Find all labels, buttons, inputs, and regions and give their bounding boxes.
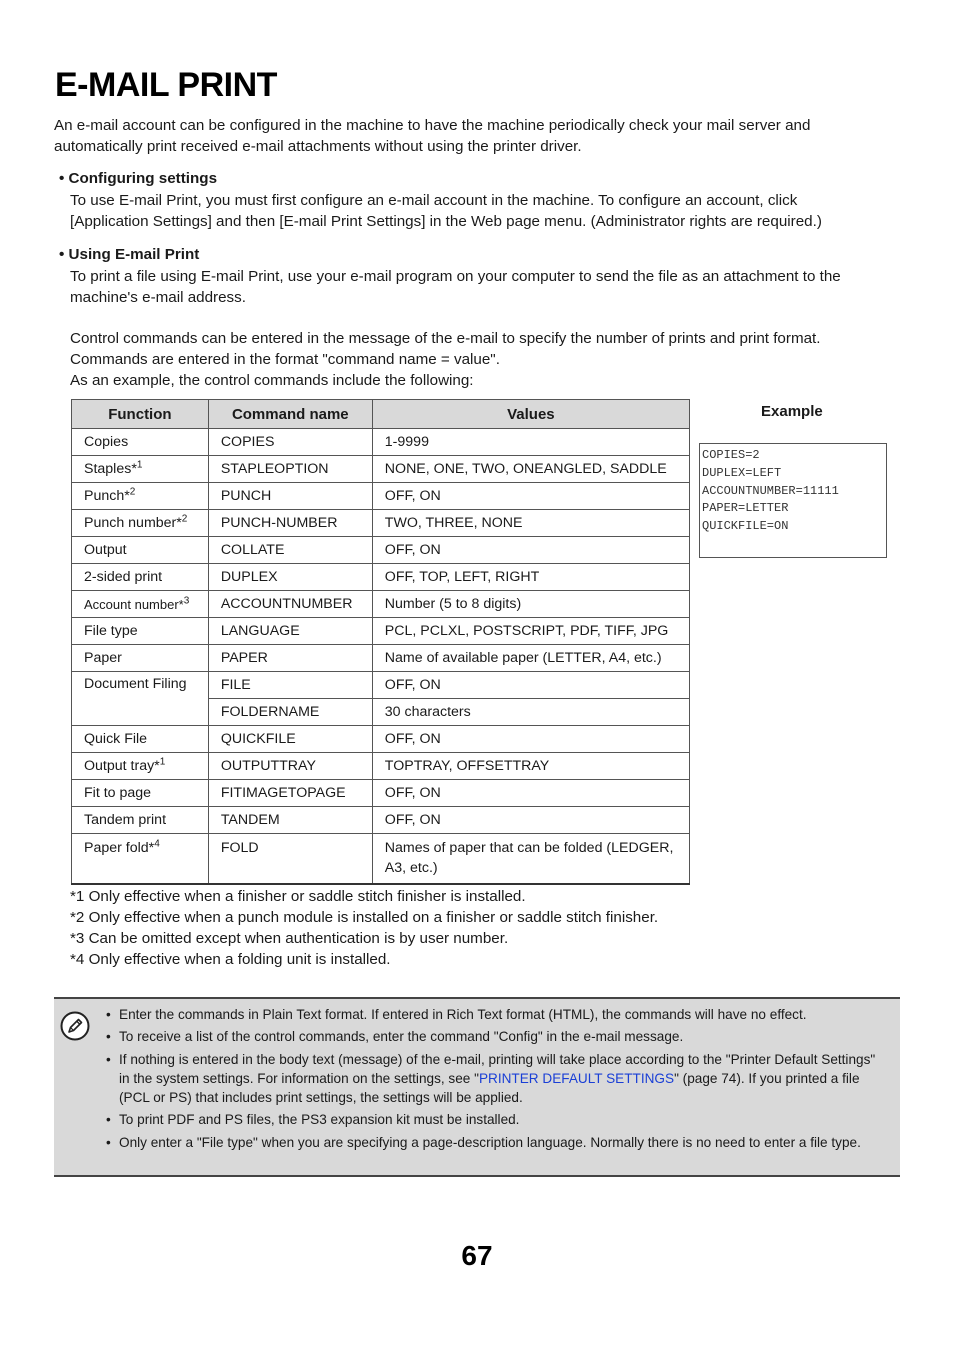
table-row <box>72 564 690 591</box>
command-cell: COPIES <box>208 429 372 456</box>
configuring-line: [Application Settings] and then [E-mail Print Settings] in the Web page menu. (Administrator rights are required.) <box>70 213 822 230</box>
footnote-ref: 4 <box>154 838 160 850</box>
function-cell: Staples*$^1$ <box>72 456 209 483</box>
values-cell: Number (5 to 8 digits) <box>372 591 689 618</box>
function-cell: Output tray*$^1$ <box>72 753 209 780</box>
table-row <box>72 483 690 510</box>
configuring-heading: • Configuring settings <box>59 170 218 187</box>
intro-line: automatically print received e-mail attachments without using the printer driver. <box>54 138 582 155</box>
function-cell: Copies <box>72 429 209 456</box>
command-cell: FILE <box>208 672 372 699</box>
command-cell: DUPLEX <box>208 564 372 591</box>
table-row <box>72 834 690 885</box>
table-row <box>72 591 690 618</box>
control-line: Commands are entered in the format "command name = value". <box>70 351 500 368</box>
control-line: Control commands can be entered in the message of the e-mail to specify the number of prints and print format. <box>70 330 821 347</box>
table-row <box>72 618 690 645</box>
example-line: COPIES=2 <box>702 448 760 462</box>
footnote-ref: 2 <box>181 513 188 525</box>
values-cell: OFF, ON <box>372 807 689 834</box>
values-cell: OFF, ON <box>372 537 689 564</box>
example-line: PAPER=LETTER <box>702 501 789 516</box>
values-cell: 30 characters <box>372 699 689 726</box>
function-cell: Fit to page <box>72 780 209 807</box>
page-title: E-MAIL PRINT <box>55 66 277 104</box>
function-cell: Quick File <box>72 726 209 753</box>
command-table <box>71 399 690 885</box>
values-cell: NONE, ONE, TWO, ONEANGLED, SADDLE <box>372 456 689 483</box>
note-item: • Enter the commands in Plain Text format. If entered in Rich Text format (HTML), the commands will have no effect. <box>106 1005 886 1024</box>
table-row <box>72 537 690 564</box>
command-cell: FOLDERNAME <box>208 699 372 726</box>
control-line: As an example, the control commands include the following: <box>70 372 474 389</box>
command-cell: COLLATE <box>208 537 372 564</box>
note-item: • Only enter a "File type" when you are specifying a page-description language. Normally there is no need to enter a file type. <box>106 1133 886 1152</box>
command-cell: FOLD <box>208 834 372 885</box>
command-cell: TANDEM <box>208 807 372 834</box>
values-cell: OFF, ON <box>372 672 689 699</box>
table-row <box>72 726 690 753</box>
header-command-name: Command name <box>208 400 372 429</box>
function-cell: Account number*$^3$ <box>72 591 209 618</box>
configuring-body <box>70 190 900 232</box>
footnote-ref: 1 <box>159 756 166 768</box>
footnote: *3 Can be omitted except when authentication is by user number. <box>70 930 509 947</box>
intro-paragraph <box>54 115 810 157</box>
values-cell: 1-9999 <box>372 429 689 456</box>
function-cell: Punch*$^2$ <box>72 483 209 510</box>
footnote: *4 Only effective when a folding unit is installed. <box>70 951 391 968</box>
note-item: • To print PDF and PS files, the PS3 expansion kit must be installed. <box>106 1110 886 1129</box>
using-line: machine's e-mail address. <box>70 289 246 306</box>
command-cell: PAPER <box>208 645 372 672</box>
footnote-ref: 2 <box>129 486 136 498</box>
command-cell: OUTPUTTRAY <box>208 753 372 780</box>
values-cell: PCL, PCLXL, POSTSCRIPT, PDF, TIFF, JPG <box>372 618 689 645</box>
values-cell: TWO, THREE, NONE <box>372 510 689 537</box>
using-line: To print a file using E-mail Print, use your e-mail program on your computer to send the file as an attachment to the <box>70 268 841 285</box>
table-header-row <box>72 400 690 429</box>
footnote-ref: 1 <box>136 459 143 471</box>
printer-default-settings-link[interactable]: PRINTER DEFAULT SETTINGS <box>478 1070 675 1086</box>
command-cell: STAPLEOPTION <box>208 456 372 483</box>
table-row <box>72 807 690 834</box>
function-cell: Tandem print <box>72 807 209 834</box>
footnote: *2 Only effective when a punch module is installed on a finisher or saddle stitch finisher. <box>70 909 659 926</box>
command-cell: PUNCH <box>208 483 372 510</box>
function-cell: File type <box>72 618 209 645</box>
footnote-ref: 3 <box>183 595 190 607</box>
values-cell: OFF, ON <box>372 780 689 807</box>
note-item: • To receive a list of the control commands, enter the command "Config" in the e-mail message. <box>106 1027 886 1046</box>
note-box <box>54 997 900 1177</box>
using-heading: • Using E-mail Print <box>59 246 200 263</box>
example-label: Example <box>761 403 823 420</box>
header-values: Values <box>372 400 689 429</box>
command-cell: ACCOUNTNUMBER <box>208 591 372 618</box>
table-row <box>72 672 690 699</box>
table-row <box>72 456 690 483</box>
example-box <box>699 443 887 558</box>
values-cell: OFF, TOP, LEFT, RIGHT <box>372 564 689 591</box>
function-cell: Paper <box>72 645 209 672</box>
pencil-note-icon <box>60 1011 90 1041</box>
command-cell: LANGUAGE <box>208 618 372 645</box>
table-row <box>72 645 690 672</box>
footnote: *1 Only effective when a finisher or saddle stitch finisher is installed. <box>70 888 526 905</box>
example-line: QUICKFILE=ON <box>702 519 789 534</box>
values-cell: Names of paper that can be folded (LEDGER, A3, etc.) <box>372 834 689 885</box>
table-row <box>72 510 690 537</box>
note-item: • If nothing is entered in the body text (message) of the e-mail, printing will take place according to the "Printer Default Settings" in the system settings. For information on the settings, see "PRINTER DEFAULT SETTINGS" (page 74). If you printed a file (PCL or PS) that includes print settings, the settings will be applied. <box>106 1050 886 1108</box>
example-line: DUPLEX=LEFT <box>702 465 782 480</box>
note-list <box>106 1005 886 1155</box>
example-line: ACCOUNTNUMBER=11111 <box>702 483 839 498</box>
footnotes <box>70 886 658 970</box>
function-cell: Punch number*$^2$ <box>72 510 209 537</box>
function-cell: Paper fold*$^4$ <box>72 834 209 885</box>
command-cell: FITIMAGETOPAGE <box>208 780 372 807</box>
values-cell: Name of available paper (LETTER, A4, etc.) <box>372 645 689 672</box>
function-cell: 2-sided print <box>72 564 209 591</box>
page-number: 67 <box>461 1240 493 1271</box>
table-row <box>72 780 690 807</box>
values-cell: TOPTRAY, OFFSETTRAY <box>372 753 689 780</box>
control-commands-body <box>70 328 900 391</box>
intro-line: An e-mail account can be configured in the machine to have the machine periodically check your mail server and <box>54 117 811 134</box>
header-function: Function <box>72 400 209 429</box>
command-cell: QUICKFILE <box>208 726 372 753</box>
function-cell: Document Filing <box>72 672 209 726</box>
using-body <box>70 266 900 308</box>
values-cell: OFF, ON <box>372 726 689 753</box>
command-cell: PUNCH-NUMBER <box>208 510 372 537</box>
function-cell: Output <box>72 537 209 564</box>
table-row <box>72 753 690 780</box>
table-row <box>72 429 690 456</box>
values-cell: OFF, ON <box>372 483 689 510</box>
configuring-line: To use E-mail Print, you must first configure an e-mail account in the machine. To configure an account, click <box>70 192 798 209</box>
